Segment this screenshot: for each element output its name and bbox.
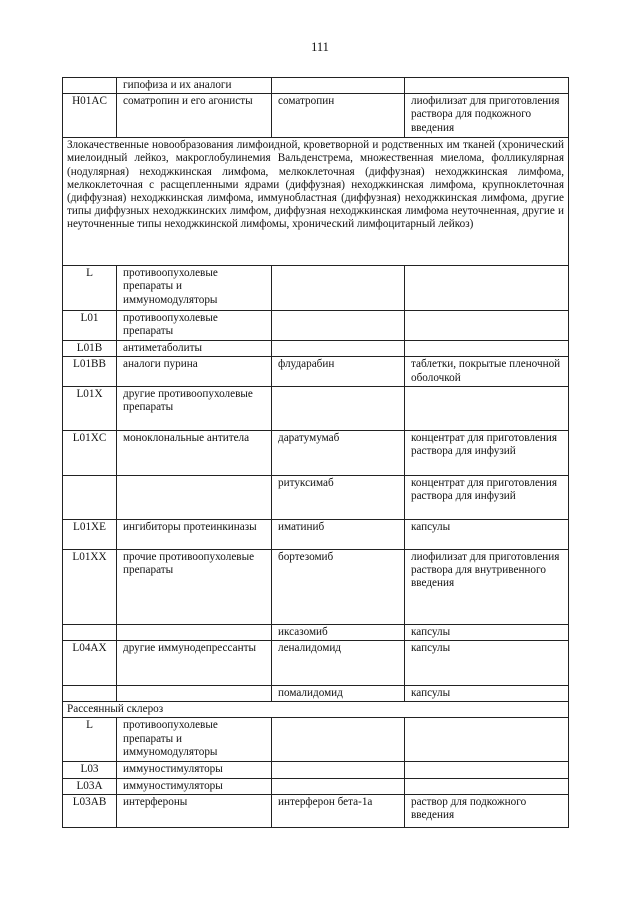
group-name-cell: гипофиза и их аналоги bbox=[117, 78, 272, 94]
table-row bbox=[63, 778, 569, 794]
dosage-form-cell: капсулы bbox=[405, 519, 569, 549]
atc-code-cell: L01XC bbox=[63, 430, 117, 475]
atc-code-cell: L03A bbox=[63, 778, 117, 794]
drug-name-cell: соматропин bbox=[272, 94, 405, 138]
table-row bbox=[63, 762, 569, 778]
drug-list-table bbox=[62, 77, 569, 828]
group-name-cell bbox=[117, 686, 272, 702]
drug-name-cell bbox=[272, 762, 405, 778]
dosage-form-cell: лиофилизат для приготовления раствора для внутривенного введения bbox=[405, 549, 569, 624]
section-heading: Злокачественные новообразования лимфоидной, кроветворной и родственных им тканей (хронический миелоидный лейкоз, макроглобулинемия Вальденстрема, множественная миелома, фолликулярная (нодулярная) неходжкинская лимфома, мелкоклеточная (диффузная) неходжкинская лимфома, мелкоклеточная с расщепленными ядрами (диффузная) неходжкинская лимфома, крупноклеточная (диффузная) неходжкинская лимфома, иммунобластная (диффузная) неходжкинская лимфома, другие типы диффузных неходжкинских лимфом, диффузная неходжкинская лимфома неуточненная, другие и неуточненные типы неходжкинской лимфомы, хронический лимфоцитарный лейкоз) bbox=[63, 138, 569, 266]
table-row bbox=[63, 718, 569, 762]
dosage-form-cell: концентрат для приготовления раствора для инфузий bbox=[405, 430, 569, 475]
table-row bbox=[63, 641, 569, 686]
atc-code-cell: L03 bbox=[63, 762, 117, 778]
table-row bbox=[63, 311, 569, 341]
atc-code-cell bbox=[63, 624, 117, 640]
atc-code-cell: L03AB bbox=[63, 794, 117, 827]
table-row bbox=[63, 624, 569, 640]
dosage-form-cell bbox=[405, 762, 569, 778]
group-name-cell: другие противоопухолевые препараты bbox=[117, 386, 272, 430]
dosage-form-cell bbox=[405, 78, 569, 94]
group-name-cell: иммуностимуляторы bbox=[117, 778, 272, 794]
atc-code-cell bbox=[63, 686, 117, 702]
table-row bbox=[63, 78, 569, 94]
section-heading-row bbox=[63, 138, 569, 266]
atc-code-cell: L04AX bbox=[63, 641, 117, 686]
drug-name-cell: ритуксимаб bbox=[272, 475, 405, 519]
dosage-form-cell bbox=[405, 386, 569, 430]
atc-code-cell: L01X bbox=[63, 386, 117, 430]
drug-name-cell: леналидомид bbox=[272, 641, 405, 686]
table-row bbox=[63, 94, 569, 138]
drug-name-cell bbox=[272, 78, 405, 94]
table-row bbox=[63, 794, 569, 827]
table-row bbox=[63, 549, 569, 624]
group-name-cell: другие иммунодепрессанты bbox=[117, 641, 272, 686]
atc-code-cell: L01 bbox=[63, 311, 117, 341]
dosage-form-cell: раствор для подкожного введения bbox=[405, 794, 569, 827]
atc-code-cell: L01XE bbox=[63, 519, 117, 549]
dosage-form-cell: капсулы bbox=[405, 624, 569, 640]
group-name-cell bbox=[117, 475, 272, 519]
dosage-form-cell: концентрат для приготовления раствора для инфузий bbox=[405, 475, 569, 519]
drug-name-cell: помалидомид bbox=[272, 686, 405, 702]
drug-name-cell: иматиниб bbox=[272, 519, 405, 549]
table-row bbox=[63, 341, 569, 357]
group-name-cell: соматропин и его агонисты bbox=[117, 94, 272, 138]
group-name-cell: иммуностимуляторы bbox=[117, 762, 272, 778]
dosage-form-cell: лиофилизат для приготовления раствора для подкожного введения bbox=[405, 94, 569, 138]
drug-name-cell: интерферон бета-1a bbox=[272, 794, 405, 827]
group-name-cell: интерфероны bbox=[117, 794, 272, 827]
drug-name-cell bbox=[272, 778, 405, 794]
table-row bbox=[63, 430, 569, 475]
group-name-cell: противоопухолевые препараты bbox=[117, 311, 272, 341]
dosage-form-cell bbox=[405, 266, 569, 311]
drug-name-cell bbox=[272, 718, 405, 762]
dosage-form-cell bbox=[405, 341, 569, 357]
group-name-cell: антиметаболиты bbox=[117, 341, 272, 357]
drug-name-cell bbox=[272, 311, 405, 341]
dosage-form-cell bbox=[405, 778, 569, 794]
drug-name-cell bbox=[272, 386, 405, 430]
drug-name-cell: бортезомиб bbox=[272, 549, 405, 624]
section-heading-row bbox=[63, 702, 569, 718]
group-name-cell: аналоги пурина bbox=[117, 357, 272, 386]
atc-code-cell: L01B bbox=[63, 341, 117, 357]
table-row bbox=[63, 266, 569, 311]
dosage-form-cell bbox=[405, 311, 569, 341]
group-name-cell: прочие противоопухолевые препараты bbox=[117, 549, 272, 624]
table-row bbox=[63, 357, 569, 386]
table-row bbox=[63, 519, 569, 549]
table-row bbox=[63, 386, 569, 430]
drug-name-cell bbox=[272, 341, 405, 357]
group-name-cell bbox=[117, 624, 272, 640]
group-name-cell: ингибиторы протеинкиназы bbox=[117, 519, 272, 549]
section-heading: Рассеянный склероз bbox=[63, 702, 569, 718]
dosage-form-cell: капсулы bbox=[405, 641, 569, 686]
drug-name-cell: флударабин bbox=[272, 357, 405, 386]
drug-name-cell bbox=[272, 266, 405, 311]
drug-name-cell: иксазомиб bbox=[272, 624, 405, 640]
atc-code-cell: L01BB bbox=[63, 357, 117, 386]
table-row bbox=[63, 686, 569, 702]
atc-code-cell: H01AC bbox=[63, 94, 117, 138]
atc-code-cell bbox=[63, 78, 117, 94]
table-row bbox=[63, 475, 569, 519]
group-name-cell: противоопухолевые препараты и иммуномодуляторы bbox=[117, 266, 272, 311]
atc-code-cell: L bbox=[63, 266, 117, 311]
atc-code-cell: L01XX bbox=[63, 549, 117, 624]
group-name-cell: моноклональные антитела bbox=[117, 430, 272, 475]
atc-code-cell bbox=[63, 475, 117, 519]
atc-code-cell: L bbox=[63, 718, 117, 762]
page-number: 111 bbox=[311, 40, 329, 54]
drug-name-cell: даратумумаб bbox=[272, 430, 405, 475]
dosage-form-cell bbox=[405, 718, 569, 762]
dosage-form-cell: таблетки, покрытые пленочной оболочкой bbox=[405, 357, 569, 386]
group-name-cell: противоопухолевые препараты и иммуномодуляторы bbox=[117, 718, 272, 762]
dosage-form-cell: капсулы bbox=[405, 686, 569, 702]
